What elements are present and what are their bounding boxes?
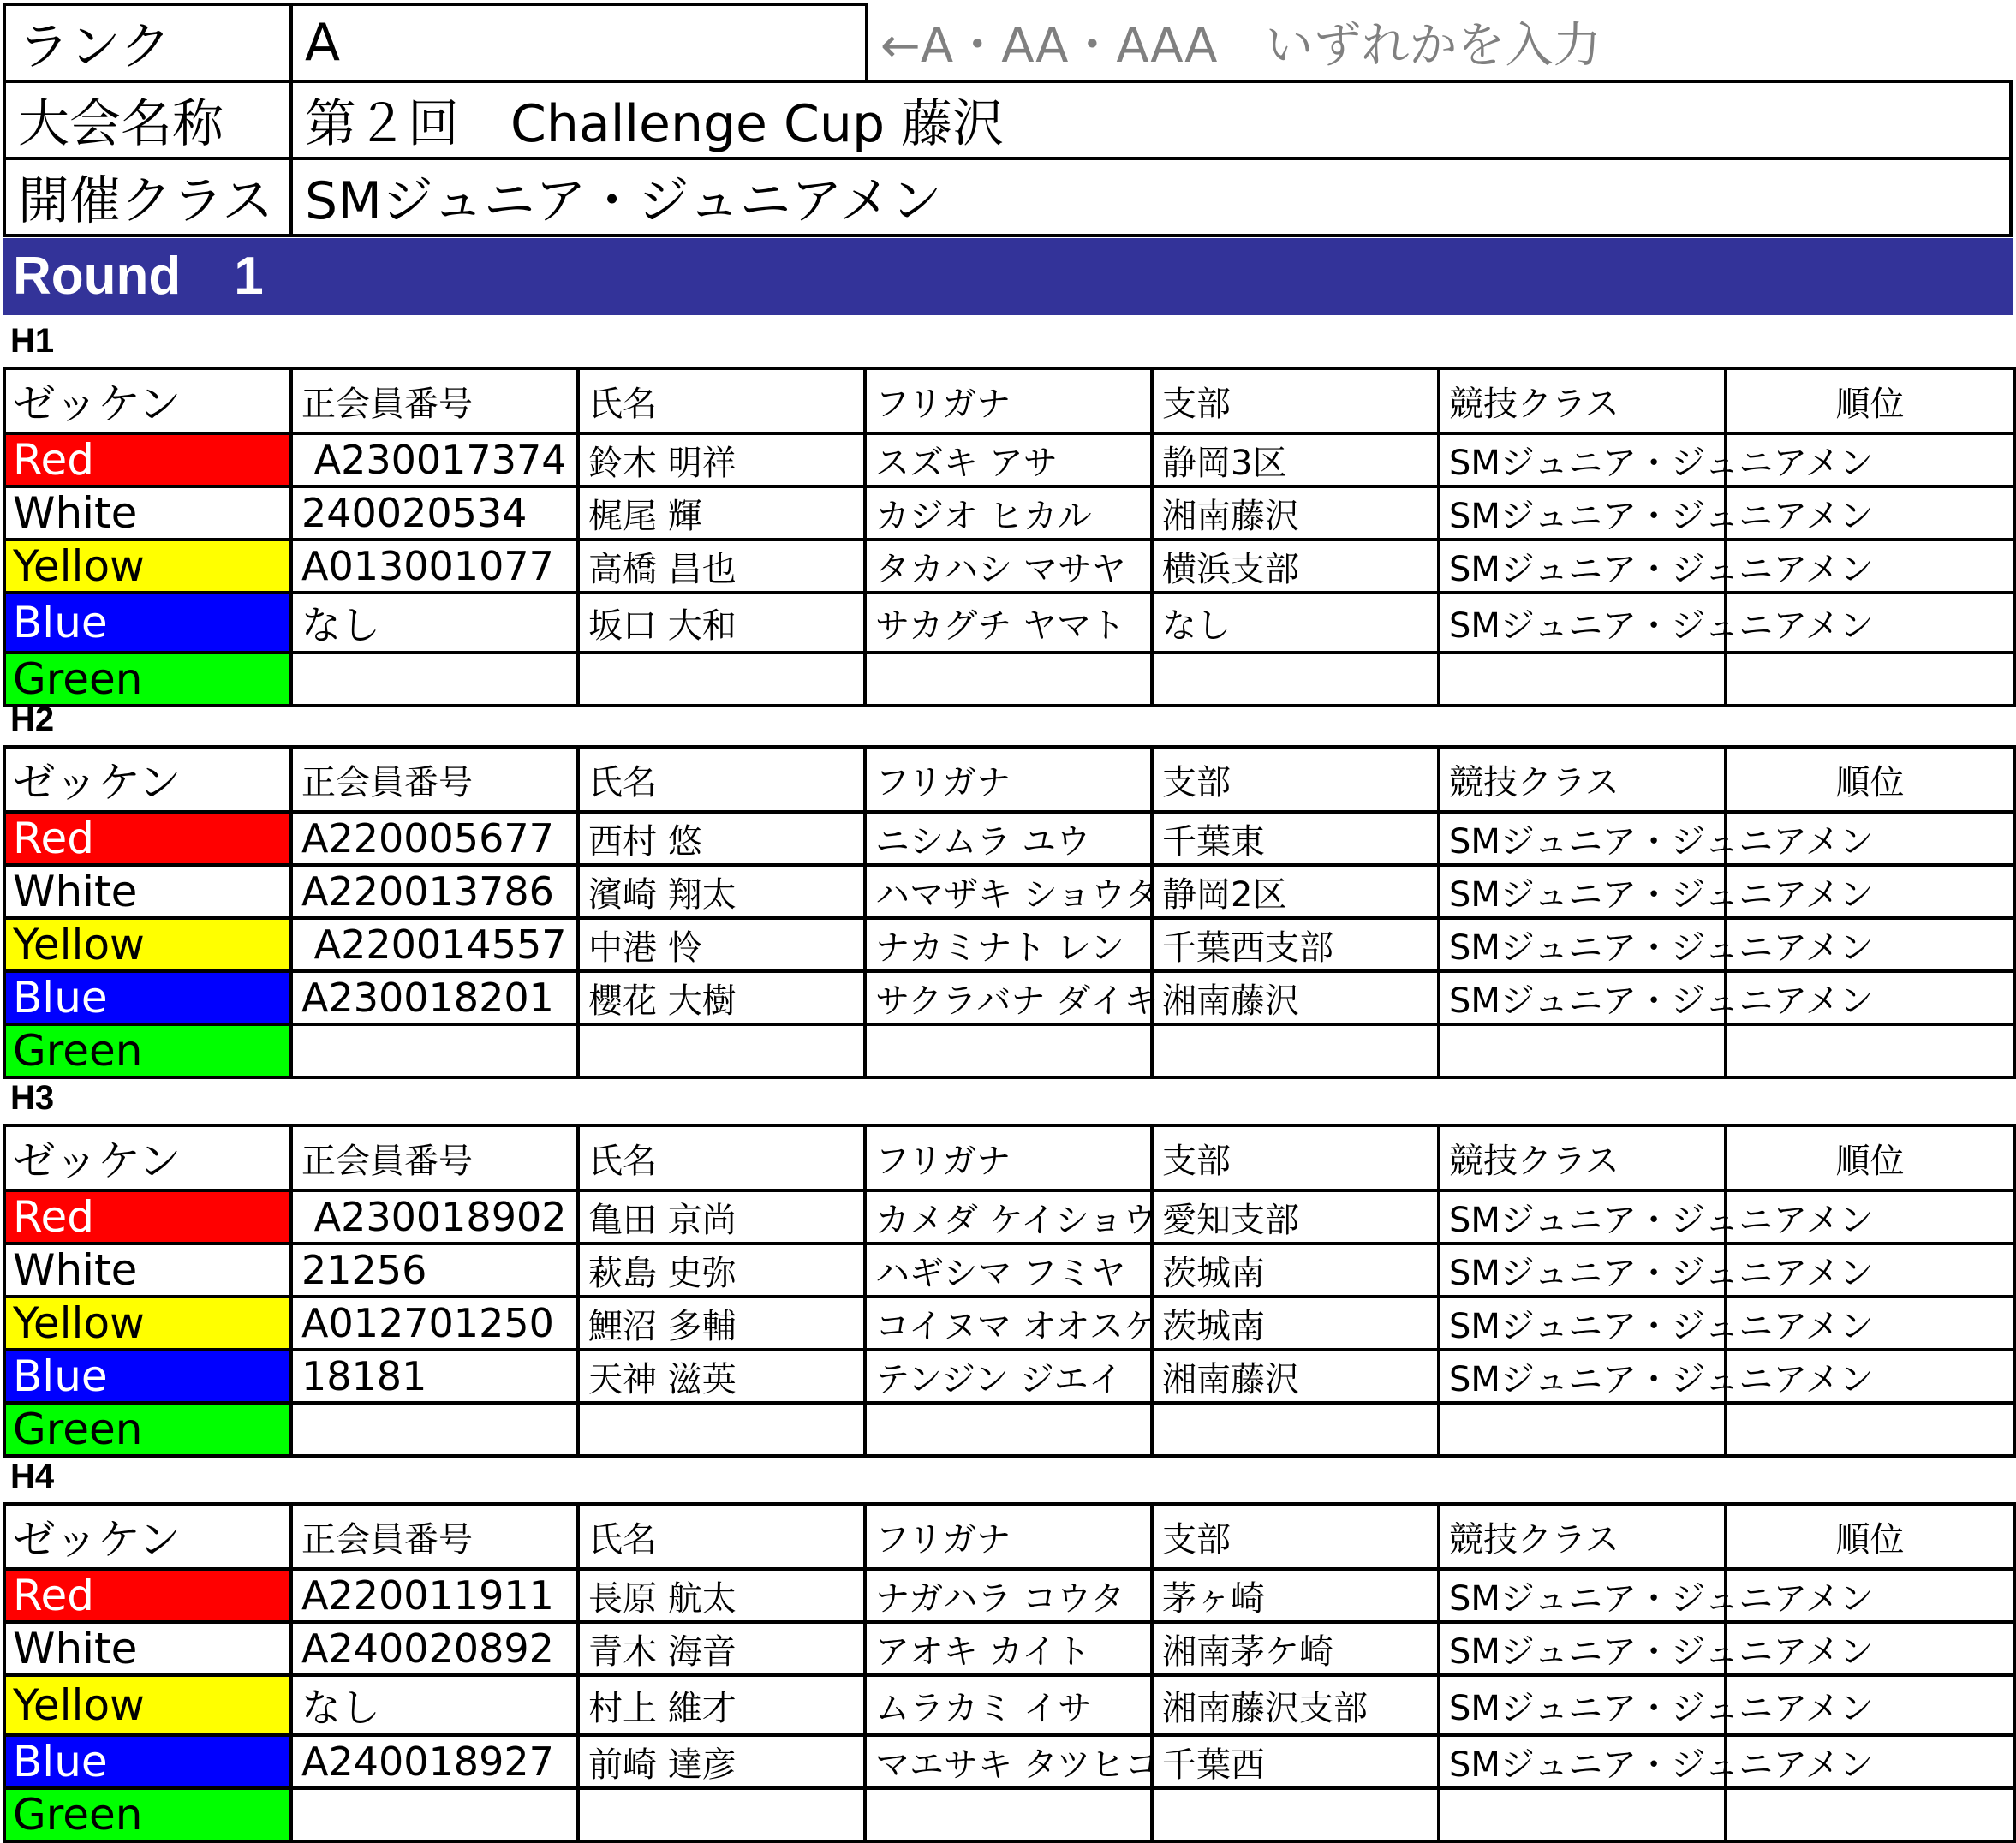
class-cell[interactable]: SMジュニア・ジュニアメン — [1439, 486, 1726, 540]
bib-color-cell: Green — [4, 1024, 291, 1077]
column-header-branch: 支部 — [1152, 368, 1439, 433]
heat-table — [3, 1502, 2016, 1843]
branch-cell[interactable]: 湘南藤沢 — [1152, 1350, 1439, 1403]
column-header-name: 氏名 — [578, 1125, 865, 1190]
name-cell[interactable]: 中港 怜 — [578, 918, 865, 971]
furigana-cell[interactable]: スズキ アサ — [865, 433, 1152, 486]
branch-cell[interactable]: 横浜支部 — [1152, 540, 1439, 593]
branch-cell[interactable]: 愛知支部 — [1152, 1190, 1439, 1244]
heat-header-row — [4, 1504, 2014, 1569]
name-cell[interactable]: 鈴木 明祥 — [578, 433, 865, 486]
class-row — [4, 158, 2011, 236]
event-name-value[interactable]: 第２回 Challenge Cup 藤沢 — [291, 81, 2011, 158]
bib-color-cell: Red — [4, 433, 291, 486]
table-row — [4, 1569, 2014, 1622]
name-cell[interactable]: 村上 維才 — [578, 1675, 865, 1735]
heat-header-row — [4, 368, 2014, 433]
column-header-furigana: フリガナ — [865, 1125, 1152, 1190]
class-cell[interactable]: SMジュニア・ジュニアメン — [1439, 812, 1726, 865]
table-row — [4, 918, 2014, 971]
furigana-cell[interactable]: カジオ ヒカル — [865, 486, 1152, 540]
furigana-cell[interactable]: サクラバナ ダイキ — [865, 971, 1152, 1024]
name-cell[interactable]: 西村 悠 — [578, 812, 865, 865]
rank-label: ランク — [4, 4, 291, 81]
branch-cell[interactable]: 静岡3区 — [1152, 433, 1439, 486]
table-row — [4, 433, 2014, 486]
column-header-member-no: 正会員番号 — [291, 1504, 578, 1569]
bib-color-cell: Blue — [4, 1735, 291, 1788]
table-row — [4, 1244, 2014, 1297]
column-header-class: 競技クラス — [1439, 747, 1726, 812]
table-row — [4, 486, 2014, 540]
branch-cell[interactable]: 茅ヶ崎 — [1152, 1569, 1439, 1622]
rank-cell[interactable] — [1726, 1024, 2014, 1077]
name-cell[interactable]: 高橋 昌也 — [578, 540, 865, 593]
table-row — [4, 1190, 2014, 1244]
class-cell[interactable]: SMジュニア・ジュニアメン — [1439, 1622, 1726, 1675]
column-header-class: 競技クラス — [1439, 1125, 1726, 1190]
member-no-cell[interactable]: なし — [291, 593, 578, 653]
class-cell[interactable] — [1439, 1403, 1726, 1456]
table-row — [4, 812, 2014, 865]
name-cell[interactable]: 前崎 達彦 — [578, 1735, 865, 1788]
furigana-cell[interactable]: ナカミナト レン — [865, 918, 1152, 971]
branch-cell[interactable]: 千葉西支部 — [1152, 918, 1439, 971]
heat-label: H3 — [10, 1079, 55, 1117]
name-cell[interactable]: 亀田 京尚 — [578, 1190, 865, 1244]
table-row — [4, 1350, 2014, 1403]
round-banner: Round 1 — [3, 238, 2013, 315]
bib-color-cell: White — [4, 1622, 291, 1675]
rank-cell[interactable] — [1726, 1403, 2014, 1456]
column-header-member-no: 正会員番号 — [291, 368, 578, 433]
column-header-member-no: 正会員番号 — [291, 1125, 578, 1190]
class-cell[interactable]: SMジュニア・ジュニアメン — [1439, 540, 1726, 593]
column-header-class: 競技クラス — [1439, 1504, 1726, 1569]
class-cell[interactable]: SMジュニア・ジュニアメン — [1439, 971, 1726, 1024]
table-row — [4, 1024, 2014, 1077]
furigana-cell[interactable] — [865, 1403, 1152, 1456]
column-header-name: 氏名 — [578, 368, 865, 433]
name-cell[interactable] — [578, 653, 865, 706]
branch-cell[interactable]: 千葉東 — [1152, 812, 1439, 865]
member-no-cell[interactable] — [291, 1024, 578, 1077]
column-header-class: 競技クラス — [1439, 368, 1726, 433]
bib-color-cell: Yellow — [4, 918, 291, 971]
heat-label: H1 — [10, 322, 55, 360]
name-cell[interactable]: 櫻花 大樹 — [578, 971, 865, 1024]
branch-cell[interactable]: 茨城南 — [1152, 1244, 1439, 1297]
column-header-bib: ゼッケン — [4, 1125, 291, 1190]
table-row — [4, 1675, 2014, 1735]
class-value[interactable]: SMジュニア・ジュニアメン — [291, 158, 2011, 236]
column-header-branch: 支部 — [1152, 747, 1439, 812]
branch-cell[interactable]: 湘南藤沢支部 — [1152, 1675, 1439, 1735]
table-row — [4, 971, 2014, 1024]
name-cell[interactable]: 萩島 史弥 — [578, 1244, 865, 1297]
class-cell[interactable]: SMジュニア・ジュニアメン — [1439, 1244, 1726, 1297]
furigana-cell[interactable]: ニシムラ ユウ — [865, 812, 1152, 865]
class-cell[interactable]: SMジュニア・ジュニアメン — [1439, 593, 1726, 653]
branch-cell[interactable] — [1152, 1024, 1439, 1077]
heat-label: H2 — [10, 701, 55, 738]
branch-cell[interactable] — [1152, 1403, 1439, 1456]
rank-value[interactable]: A — [291, 4, 867, 81]
table-row — [4, 1297, 2014, 1350]
member-no-cell[interactable] — [291, 1403, 578, 1456]
column-header-name: 氏名 — [578, 747, 865, 812]
table-row — [4, 1403, 2014, 1456]
rank-row — [4, 4, 2011, 81]
name-cell[interactable]: 天神 滋英 — [578, 1350, 865, 1403]
heat-header-row — [4, 747, 2014, 812]
furigana-cell[interactable]: マエサキ タツヒコ — [865, 1735, 1152, 1788]
class-cell[interactable]: SMジュニア・ジュニアメン — [1439, 1297, 1726, 1350]
furigana-cell[interactable]: ナガハラ コウタ — [865, 1569, 1152, 1622]
bib-color-cell: Green — [4, 1403, 291, 1456]
branch-cell[interactable]: 茨城南 — [1152, 1297, 1439, 1350]
column-header-member-no: 正会員番号 — [291, 747, 578, 812]
furigana-cell[interactable]: ムラカミ イサ — [865, 1675, 1152, 1735]
name-cell[interactable] — [578, 1024, 865, 1077]
column-header-bib: ゼッケン — [4, 1504, 291, 1569]
class-cell[interactable]: SMジュニア・ジュニアメン — [1439, 918, 1726, 971]
column-header-rank: 順位 — [1726, 1504, 2014, 1569]
class-cell[interactable]: SMジュニア・ジュニアメン — [1439, 1735, 1726, 1788]
name-cell[interactable]: 青木 海音 — [578, 1622, 865, 1675]
member-no-cell[interactable]: A220014557 — [291, 918, 578, 971]
member-no-cell[interactable]: 240020534 — [291, 486, 578, 540]
heat-header-row — [4, 1125, 2014, 1190]
table-row — [4, 540, 2014, 593]
member-no-cell[interactable]: 18181 — [291, 1350, 578, 1403]
bib-color-cell: Red — [4, 1569, 291, 1622]
furigana-cell[interactable]: ハマザキ ショウタ — [865, 865, 1152, 918]
branch-cell[interactable]: 静岡2区 — [1152, 865, 1439, 918]
name-cell[interactable] — [578, 1788, 865, 1841]
furigana-cell[interactable]: カメダ ケイショウ — [865, 1190, 1152, 1244]
column-header-bib: ゼッケン — [4, 747, 291, 812]
member-no-cell[interactable] — [291, 653, 578, 706]
column-header-name: 氏名 — [578, 1504, 865, 1569]
table-row — [4, 1622, 2014, 1675]
member-no-cell[interactable]: A220005677 — [291, 812, 578, 865]
bib-color-cell: Red — [4, 812, 291, 865]
branch-cell[interactable]: なし — [1152, 593, 1439, 653]
column-header-rank: 順位 — [1726, 1125, 2014, 1190]
class-cell[interactable]: SMジュニア・ジュニアメン — [1439, 1350, 1726, 1403]
heat-table — [3, 745, 2016, 1079]
name-cell[interactable]: 長原 航太 — [578, 1569, 865, 1622]
class-cell[interactable]: SMジュニア・ジュニアメン — [1439, 1675, 1726, 1735]
name-cell[interactable] — [578, 1403, 865, 1456]
furigana-cell[interactable]: サカグチ ヤマト — [865, 593, 1152, 653]
event-info-table — [3, 3, 2013, 237]
bib-color-cell: White — [4, 1244, 291, 1297]
member-no-cell[interactable]: A230017374 — [291, 433, 578, 486]
bib-color-cell: Red — [4, 1190, 291, 1244]
bib-color-cell: Yellow — [4, 540, 291, 593]
furigana-cell[interactable]: ハギシマ フミヤ — [865, 1244, 1152, 1297]
column-header-furigana: フリガナ — [865, 368, 1152, 433]
member-no-cell[interactable]: A013001077 — [291, 540, 578, 593]
member-no-cell[interactable]: A220013786 — [291, 865, 578, 918]
member-no-cell[interactable]: なし — [291, 1675, 578, 1735]
class-cell[interactable]: SMジュニア・ジュニアメン — [1439, 1569, 1726, 1622]
column-header-branch: 支部 — [1152, 1504, 1439, 1569]
bib-color-cell: Yellow — [4, 1297, 291, 1350]
branch-cell[interactable] — [1152, 1788, 1439, 1841]
furigana-cell[interactable] — [865, 653, 1152, 706]
bib-color-cell: Yellow — [4, 1675, 291, 1735]
name-cell[interactable]: 梶尾 輝 — [578, 486, 865, 540]
column-header-branch: 支部 — [1152, 1125, 1439, 1190]
class-cell[interactable] — [1439, 1024, 1726, 1077]
class-cell[interactable]: SMジュニア・ジュニアメン — [1439, 433, 1726, 486]
heat-table — [3, 367, 2016, 707]
furigana-cell[interactable]: タカハシ マサヤ — [865, 540, 1152, 593]
table-row — [4, 653, 2014, 706]
column-header-furigana: フリガナ — [865, 747, 1152, 812]
table-row — [4, 1735, 2014, 1788]
rank-note: ←A・AA・AAA いずれかを入力 — [880, 18, 1601, 74]
name-cell[interactable]: 鯉沼 多輔 — [578, 1297, 865, 1350]
bib-color-cell: White — [4, 486, 291, 540]
member-no-cell[interactable] — [291, 1788, 578, 1841]
heat-label: H4 — [10, 1458, 55, 1495]
event-name-row — [4, 81, 2011, 158]
branch-cell[interactable]: 湘南藤沢 — [1152, 971, 1439, 1024]
column-header-rank: 順位 — [1726, 368, 2014, 433]
branch-cell[interactable]: 湘南茅ケ崎 — [1152, 1622, 1439, 1675]
column-header-furigana: フリガナ — [865, 1504, 1152, 1569]
member-no-cell[interactable]: A240018927 — [291, 1735, 578, 1788]
branch-cell[interactable]: 千葉西 — [1152, 1735, 1439, 1788]
column-header-bib: ゼッケン — [4, 368, 291, 433]
furigana-cell[interactable]: コイヌマ オオスケ — [865, 1297, 1152, 1350]
member-no-cell[interactable]: 21256 — [291, 1244, 578, 1297]
branch-cell[interactable] — [1152, 653, 1439, 706]
member-no-cell[interactable]: A230018902 — [291, 1190, 578, 1244]
bib-color-cell: Green — [4, 653, 291, 706]
bib-color-cell: Blue — [4, 593, 291, 653]
member-no-cell[interactable]: A240020892 — [291, 1622, 578, 1675]
rank-cell[interactable] — [1726, 653, 2014, 706]
name-cell[interactable]: 坂口 大和 — [578, 593, 865, 653]
event-name-label: 大会名称 — [4, 81, 291, 158]
rank-cell[interactable] — [1726, 1788, 2014, 1841]
class-cell[interactable]: SMジュニア・ジュニアメン — [1439, 865, 1726, 918]
class-cell[interactable] — [1439, 653, 1726, 706]
class-cell[interactable] — [1439, 1788, 1726, 1841]
bib-color-cell: Blue — [4, 1350, 291, 1403]
table-row — [4, 593, 2014, 653]
table-row — [4, 865, 2014, 918]
furigana-cell[interactable] — [865, 1788, 1152, 1841]
furigana-cell[interactable]: テンジン ジエイ — [865, 1350, 1152, 1403]
furigana-cell[interactable] — [865, 1024, 1152, 1077]
bib-color-cell: Green — [4, 1788, 291, 1841]
bib-color-cell: White — [4, 865, 291, 918]
member-no-cell[interactable]: A230018201 — [291, 971, 578, 1024]
column-header-rank: 順位 — [1726, 747, 2014, 812]
furigana-cell[interactable]: アオキ カイト — [865, 1622, 1152, 1675]
heat-table — [3, 1124, 2016, 1458]
table-row — [4, 1788, 2014, 1841]
class-cell[interactable]: SMジュニア・ジュニアメン — [1439, 1190, 1726, 1244]
member-no-cell[interactable]: A220011911 — [291, 1569, 578, 1622]
class-label: 開催クラス — [4, 158, 291, 236]
member-no-cell[interactable]: A012701250 — [291, 1297, 578, 1350]
bib-color-cell: Blue — [4, 971, 291, 1024]
name-cell[interactable]: 濱崎 翔太 — [578, 865, 865, 918]
branch-cell[interactable]: 湘南藤沢 — [1152, 486, 1439, 540]
